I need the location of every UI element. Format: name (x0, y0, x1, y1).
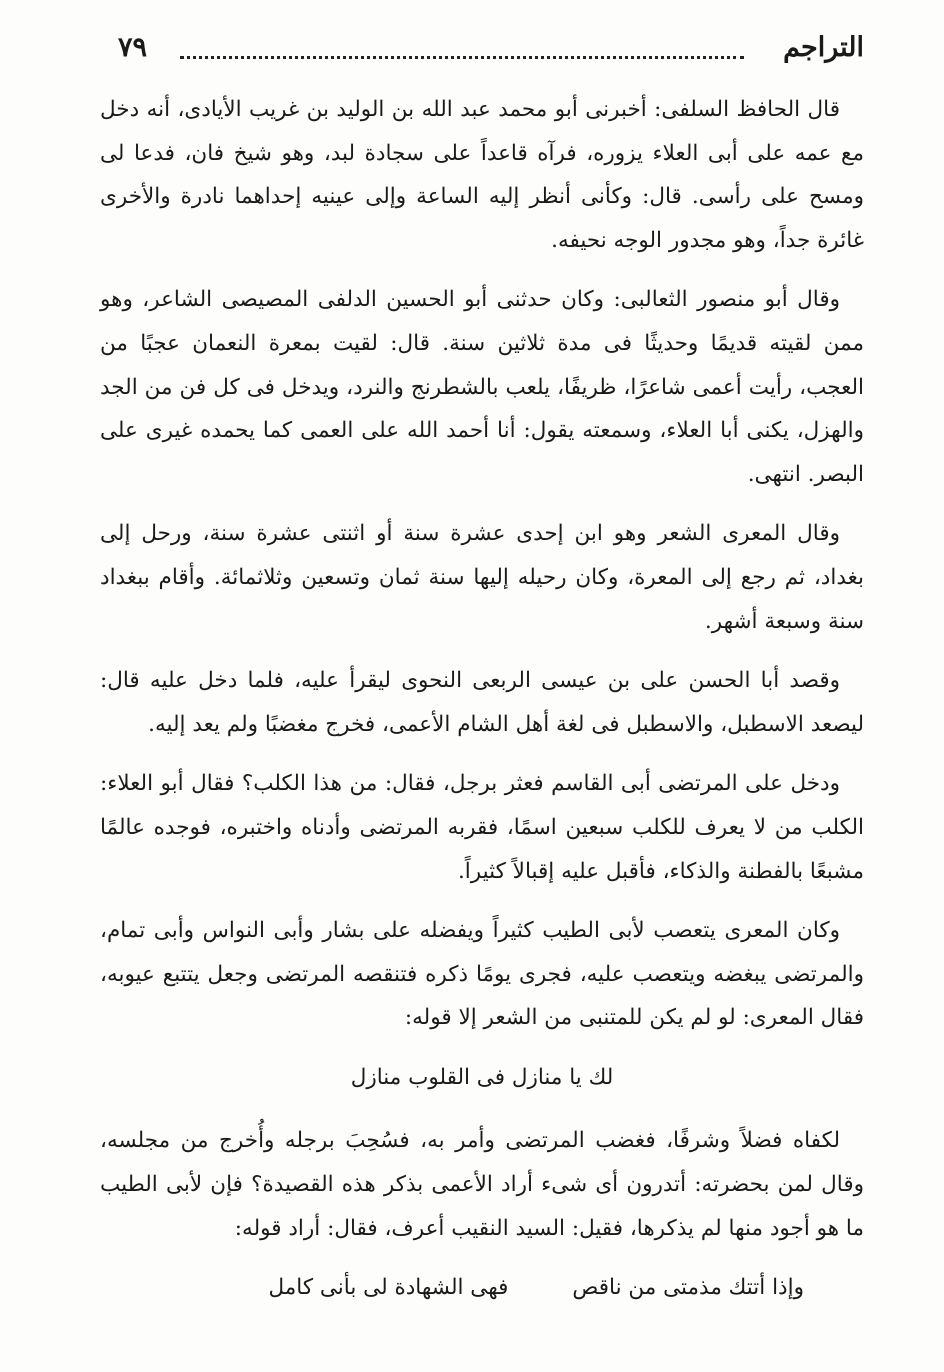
paragraph: قال الحافظ السلفى: أخبرنى أبو محمد عبد الله بن الوليد بن غريب الأيادى، أنه دخل مع عمه على أبى العلاء يزوره، فرآه قاعداً على سجادة لبد، وهو شيخ فان، فدعا لى ومسح على رأسى. قال: وكأنى أنظر إليه الساعة وإلى عينيه إحداهما نادرة والأخرى غائرة جداً، وهو مجدور الوجه نحيفه. (100, 97, 864, 253)
paragraph: وقال أبو منصور الثعالبى: وكان حدثنى أبو الحسين الدلفى المصيصى الشاعر، وهو ممن لقيته قديمًا وحديثًا فى مدة ثلاثين سنة. قال: لقيت بمعرة النعمان عجبًا من العجب، رأيت أعمى شاعرًا، ظريفًا، يلعب بالشطرنج والنرد، ويدخل فى كل فن من الجد والهزل، يكنى أبا العلاء، وسمعته يقول: أنا أحمد الله على العمى كما يحمده غيرى على البصر. انتهى. (100, 287, 865, 487)
paragraph: وقال المعرى الشعر وهو ابن إحدى عشرة سنة أو اثنتى عشرة سنة، ورحل إلى بغداد، ثم رجع إلى المعرة، وكان رحيله إليها سنة ثمان وتسعين وثلاثمائة. وأقام ببغداد سنة وسبعة أشهر. (100, 521, 864, 634)
verse-second-hemistich: فهى الشهادة لى بأنى كامل (268, 1275, 509, 1301)
verse-line: لك يا منازل فى القلوب منازل (350, 1064, 614, 1090)
verse-first-hemistich: وإذا أتتك مذمتى من ناقص (572, 1275, 804, 1301)
page-number: ٧٩ (118, 32, 148, 63)
page-header (100, 30, 864, 70)
paragraph: ودخل على المرتضى أبى القاسم فعثر برجل، فقال: من هذا الكلب؟ فقال أبو العلاء: الكلب من لا يعرف للكلب سبعين اسمًا، فقربه المرتضى وأدناه واختبره، فوجده عالمًا مشبعًا بالفطنة والذكاء، فأقبل عليه إقبالاً كثيراً. (100, 771, 864, 884)
paragraph: وقصد أبا الحسن على بن عيسى الربعى النحوى ليقرأ عليه، فلما دخل عليه قال: ليصعد الاسطبل، والاسطبل فى لغة أهل الشام الأعمى، فخرج مغضبًا ولم يعد إليه. (100, 668, 864, 737)
dotted-leader (180, 56, 744, 59)
paragraph: وكان المعرى يتعصب لأبى الطيب كثيراً ويفضله على بشار وأبى النواس وأبى تمام، والمرتضى يبغضه ويتعصب عليه، فجرى يومًا ذكره فتنقصه المرتضى وجعل يتتبع عيوبه، فقال المعرى: لو لم يكن للمتنبى من الشعر إلا قوله: (100, 918, 864, 1031)
verse-couplet (100, 1266, 864, 1310)
paragraph: لكفاه فضلاً وشرفًا، فغضب المرتضى وأمر به، فسُحِبَ برجله وأُخرج من مجلسه، وقال لمن بحضرته: أتدرون أى شىء أراد الأعمى بذكر هذه القصيدة؟ فإن لأبى الطيب ما هو أجود منها لم يذكرها، فقيل: السيد النقيب أعرف، فقال: أراد قوله: (100, 1128, 864, 1241)
page-body (100, 88, 864, 1310)
running-title: التراجم (783, 32, 864, 63)
